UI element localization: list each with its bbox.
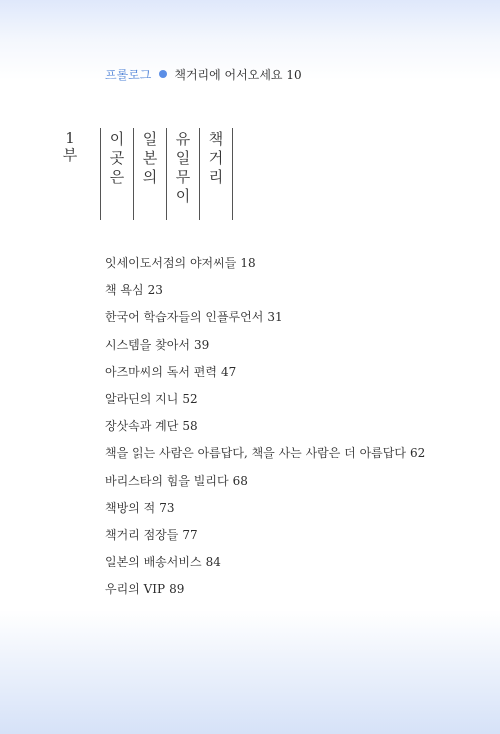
prologue-line (105, 66, 302, 83)
part-title-column (166, 128, 199, 220)
prologue-label: 프롤로그 (105, 68, 152, 82)
toc-entry-page: 84 (205, 555, 221, 570)
toc-entry (105, 500, 425, 527)
toc-entry-title: 아즈마씨의 독서 편력 (105, 364, 217, 379)
toc-entry-title: 일본의 배송서비스 (105, 555, 202, 570)
toc-entry (105, 309, 425, 336)
part-number (60, 130, 80, 164)
toc-entry (105, 527, 425, 554)
toc-entry-page: 58 (182, 419, 198, 434)
part-title-char: 본 (142, 149, 158, 167)
part-number-digit: 1 (65, 129, 75, 147)
toc-entry-title: 책을 읽는 사람은 아름답다, 책을 사는 사람은 더 아름답다 (105, 446, 406, 461)
toc-entry-page: 39 (193, 337, 210, 352)
toc-entry (105, 554, 425, 581)
toc-entry-page: 68 (232, 473, 248, 488)
toc-entry-page: 47 (220, 364, 237, 379)
toc-entry-page: 73 (159, 500, 175, 515)
toc-entry (105, 473, 425, 500)
part-title-column (133, 128, 166, 220)
part-title-char: 일 (175, 149, 191, 167)
toc-entry (105, 445, 425, 472)
prologue-page: 10 (286, 68, 302, 82)
toc-entry-title: 책 욕심 (105, 283, 144, 298)
part-title-char: 책 (208, 130, 224, 148)
part-title-column (199, 128, 233, 220)
toc-entry-title: 한국어 학습자들의 인플루언서 (105, 310, 264, 325)
part-title-char: 의 (142, 168, 158, 186)
toc-entry-title: 장삿속과 계단 (105, 419, 179, 434)
part-title-char: 유 (175, 130, 191, 148)
toc-entry (105, 255, 425, 282)
part-title (100, 128, 233, 220)
toc-entry-title: 책거리 점장들 (105, 527, 179, 542)
toc-entry (105, 418, 425, 445)
part-title-char: 곳 (109, 149, 125, 167)
table-of-contents (105, 255, 425, 608)
part-title-char: 거 (208, 149, 224, 167)
toc-entry-title: 바리스타의 힘을 빌리다 (105, 473, 229, 488)
toc-entry-title: 책방의 적 (105, 500, 156, 515)
toc-entry-page: 62 (409, 446, 426, 461)
toc-entry-page: 18 (240, 256, 256, 270)
part-title-char: 리 (208, 168, 224, 186)
part-title-column (100, 128, 133, 220)
bullet-dot-icon (159, 70, 167, 78)
toc-entry-title: 우리의 VIP (105, 582, 166, 597)
part-title-char: 무 (175, 168, 191, 186)
part-title-char: 이 (175, 187, 191, 205)
toc-entry-title: 잇세이도서점의 야저씨들 (105, 256, 237, 270)
toc-entry (105, 391, 425, 418)
toc-entry-page: 77 (182, 527, 198, 542)
part-title-char: 은 (109, 168, 125, 186)
part-title-char: 이 (109, 130, 125, 148)
toc-entry-title: 시스템을 찾아서 (105, 337, 190, 352)
part-title-char: 일 (142, 130, 158, 148)
toc-entry (105, 282, 425, 309)
prologue-title: 책거리에 어서오세요 (174, 68, 283, 82)
toc-entry-page: 52 (182, 391, 198, 406)
toc-entry-page: 31 (267, 310, 283, 325)
part-number-word: 부 (62, 146, 78, 164)
toc-entry (105, 581, 425, 608)
toc-entry-page: 89 (169, 582, 185, 597)
toc-entry-title: 알라딘의 지니 (105, 391, 179, 406)
toc-entry-page: 23 (147, 283, 163, 298)
toc-entry (105, 364, 425, 391)
toc-entry (105, 337, 425, 364)
